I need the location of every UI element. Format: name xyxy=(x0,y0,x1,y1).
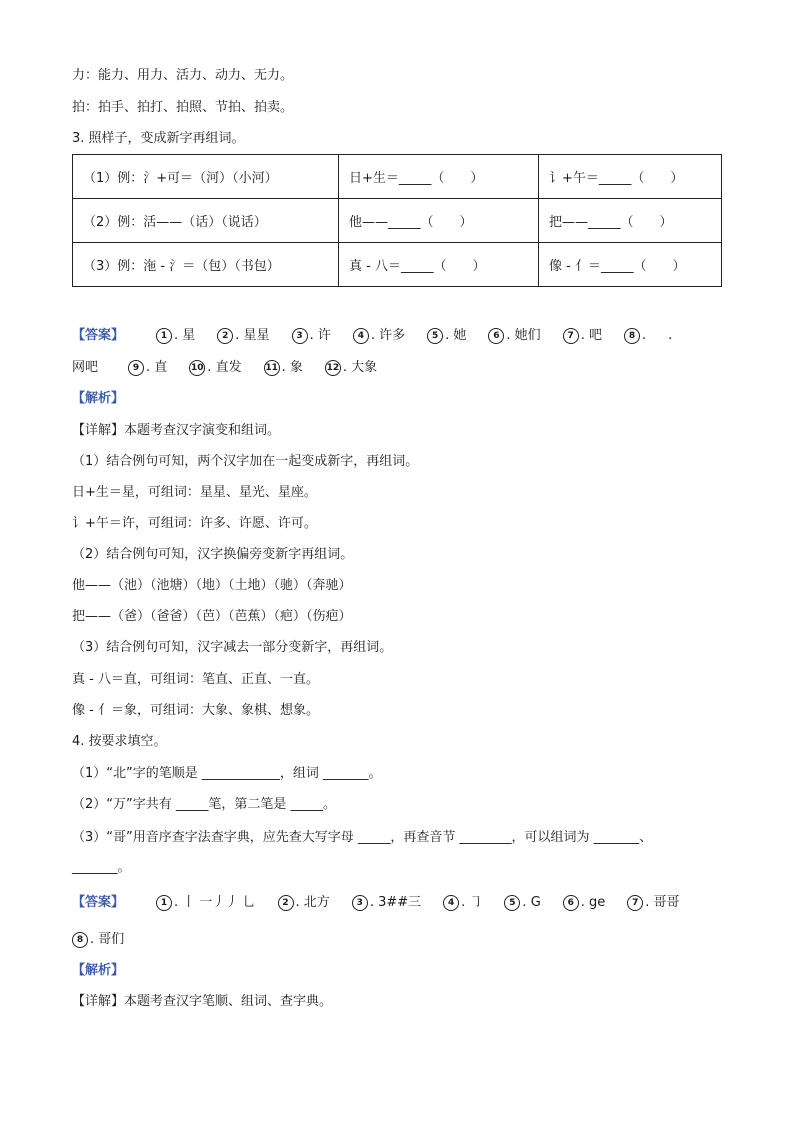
table-cell: （3）例：沲 - 氵＝（包）（书包） xyxy=(73,243,339,287)
table-row xyxy=(73,155,722,199)
answer-label: 【答案】 xyxy=(72,895,125,910)
table-row xyxy=(73,199,722,243)
answer-item: 6 . 她们 xyxy=(488,326,540,346)
answer-item: 9 . 直 xyxy=(128,358,167,378)
number-circle-icon: 5 xyxy=(504,895,520,911)
number-circle-icon: 4 xyxy=(353,328,369,344)
text-line: 力：能力、用力、活力、动力、无力。 xyxy=(72,68,294,83)
number-circle-icon: 6 xyxy=(488,328,504,344)
answer-item: 4 . 许多 xyxy=(353,326,405,346)
question-line: （1）“北”字的笔顺是 ____________，组词 _______。 xyxy=(72,766,382,781)
number-circle-icon: 10 xyxy=(189,360,205,376)
number-circle-icon: 3 xyxy=(352,895,368,911)
table-cell: 讠+午＝_____（ ） xyxy=(539,155,722,199)
answer-text: 她 xyxy=(453,328,467,343)
answer-text: 象 xyxy=(289,360,303,375)
answer-item: 1 . 星 xyxy=(156,326,195,346)
answer-item: 2 . 北方 xyxy=(278,893,330,913)
number-circle-icon: 12 xyxy=(325,360,341,376)
answer-item: 7 . 吧 xyxy=(563,326,602,346)
number-circle-icon: 2 xyxy=(278,895,294,911)
table-cell: 像 - 亻＝_____（ ） xyxy=(539,243,722,287)
table-cell: 把——_____（ ） xyxy=(539,199,722,243)
number-circle-icon: 8 xyxy=(624,328,640,344)
answer-item: 3 . 许 xyxy=(292,326,331,346)
answer-item: 8 . xyxy=(624,326,646,346)
analysis-line: 日+生＝星，可组词：星星、星光、星座。 xyxy=(72,485,317,500)
answer-text: 星 xyxy=(182,328,196,343)
answer-item: 3 . 3##三 xyxy=(352,893,421,913)
answer-text: 北方 xyxy=(303,895,330,910)
answer-text: 星星 xyxy=(243,328,270,343)
answer-item: 11 . 象 xyxy=(265,360,303,375)
number-circle-icon: 4 xyxy=(443,895,459,911)
exercise-table xyxy=(72,154,722,287)
question-heading: 4. 按要求填空。 xyxy=(72,734,167,749)
answer-item: 6 . ge xyxy=(563,893,606,913)
number-circle-icon: 9 xyxy=(128,360,144,376)
answer-text: 大象 xyxy=(351,360,378,375)
analysis-line: 【详解】本题考查汉字演变和组词。 xyxy=(72,423,281,438)
number-circle-icon: 7 xyxy=(627,895,643,911)
answer-text: 直 xyxy=(154,360,168,375)
answer-text: 3##三 xyxy=(378,895,422,910)
answer-text: 网吧 xyxy=(72,360,99,375)
question-line: _______。 xyxy=(72,860,131,875)
answer-text: ge xyxy=(589,895,606,910)
number-circle-icon: 1 xyxy=(156,895,172,911)
table-cell: （1）例：氵+可＝（河）（小河） xyxy=(73,155,339,199)
answer-item: 12 . 大象 xyxy=(326,360,378,375)
question-line: （2）“万”字共有 _____笔，第二笔是 _____。 xyxy=(72,797,337,812)
answer-item: 8 . 哥们 xyxy=(72,930,124,950)
analysis-line: （2）结合例句可知，汉字换偏旁变新字再组词。 xyxy=(72,547,354,562)
analysis-line: （1）结合例句可知，两个汉字加在一起变成新字，再组词。 xyxy=(72,454,419,469)
answer-text: 哥哥 xyxy=(653,895,680,910)
answer-tail: . xyxy=(668,328,673,343)
answer-item: 5 . G xyxy=(504,893,540,913)
answer-item: 2 . 星星 xyxy=(217,326,269,346)
answer-item: 1 . 丨 一丿丿 乚 xyxy=(156,893,256,913)
number-circle-icon: 1 xyxy=(156,328,172,344)
number-circle-icon: 6 xyxy=(563,895,579,911)
number-circle-icon: 11 xyxy=(264,360,280,376)
number-circle-icon: 8 xyxy=(72,932,88,948)
answer-item: 5 . 她 xyxy=(427,326,466,346)
answer-text: 吧 xyxy=(588,328,602,343)
answer-row xyxy=(72,893,702,913)
answer-text: 哥们 xyxy=(98,932,125,947)
analysis-line: 真 - 八＝直，可组词：笔直、正直、一直。 xyxy=(72,672,319,687)
analysis-line: 像 - 亻＝象，可组词：大象、象棋、想象。 xyxy=(72,703,319,718)
answer-text: G xyxy=(530,895,541,910)
analysis-line: 【详解】本题考查汉字笔顺、组词、查字典。 xyxy=(72,994,333,1009)
text-line: 拍：拍手、拍打、拍照、节拍、拍卖。 xyxy=(72,100,294,115)
answer-text: 丨 一丿丿 乚 xyxy=(182,895,256,910)
table-row xyxy=(73,243,722,287)
table-cell: 真 - 八＝_____（ ） xyxy=(339,243,539,287)
analysis-line: 把——（爸）（爸爸）（芭）（芭蕉）（疤）（伤疤） xyxy=(72,609,352,624)
answer-item: 7 . 哥哥 xyxy=(627,893,679,913)
answer-row xyxy=(72,930,146,950)
table-cell: （2）例：活——（话）（说话） xyxy=(73,199,339,243)
analysis-line: （3）结合例句可知，汉字减去一部分变新字，再组词。 xyxy=(72,640,393,655)
number-circle-icon: 2 xyxy=(217,328,233,344)
number-circle-icon: 5 xyxy=(427,328,443,344)
question-heading: 3. 照样子，变成新字再组词。 xyxy=(72,131,245,146)
table-cell: 日+生＝_____（ ） xyxy=(339,155,539,199)
answer-row xyxy=(72,358,399,378)
answer-text: 直发 xyxy=(215,360,242,375)
analysis-line: 他——（池）（池塘）（地）（土地）（驰）（奔驰） xyxy=(72,578,352,593)
number-circle-icon: 7 xyxy=(563,328,579,344)
answer-item: 10 . 直发 xyxy=(191,360,242,375)
question-line: （3）“哥”用音序查字法查字典，应先查大写字母 _____，再查音节 ________，可以组词为 _______、 xyxy=(72,830,653,845)
answer-label: 【答案】 xyxy=(72,328,125,343)
answer-text: 许多 xyxy=(379,328,406,343)
analysis-label: 【解析】 xyxy=(72,391,125,406)
answer-text: 许 xyxy=(317,328,331,343)
number-circle-icon: 3 xyxy=(292,328,308,344)
table-cell: 他——_____（ ） xyxy=(339,199,539,243)
answer-text: ㇆ xyxy=(469,895,483,910)
answer-item: 4 . ㇆ xyxy=(443,893,482,913)
analysis-line: 讠+午＝许，可组词：许多、许愿、许可。 xyxy=(72,516,317,531)
answer-row xyxy=(72,326,672,346)
answer-text: 她们 xyxy=(514,328,541,343)
analysis-label: 【解析】 xyxy=(72,963,125,978)
